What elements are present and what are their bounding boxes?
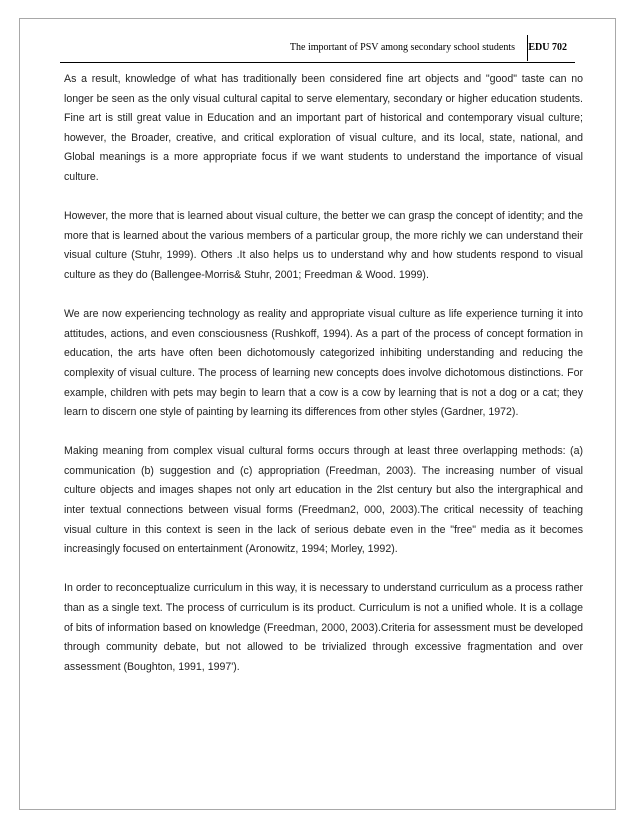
paragraph: Making meaning from complex visual cultural forms occurs through at least three overlapping methods: (a) communication (b) suggestion and (c) appropriation (Freedman, 2003). The increasing number of visual culture objects and images shapes not only art education in the 2lst century but also the intergraphical and inter textual connections between visual forms (Freedman2, 000, 2003).The critical necessity of teaching visual culture in this context is seen in the lack of serious debate even in the "free" media as it becomes increasingly focused on entertainment (Aronowitz, 1994; Morley, 1992). <box>64 445 583 556</box>
document-page <box>19 18 616 810</box>
paragraph: We are now experiencing technology as reality and appropriate visual culture as life experience turning it into attitudes, actions, and even consciousness (Rushkoff, 1994). As a part of the process of concept formation in education, the arts have often been dichotomously categorized inhibiting understanding and reducing the complexity of visual culture. The process of learning new concepts does involve dichotomous distinctions. For example, children with pets may begin to learn that a cow is a cow by learning that is not a dog or a cat; they learn to discern one style of painting by learning its differences from other styles (Gardner, 1972). <box>64 308 583 419</box>
paragraph: As a result, knowledge of what has traditionally been considered fine art objects and "good" taste can no longer be seen as the only visual cultural capital to serve elementary, secondary or higher education students. Fine art is still great value in Education and an important part of historical and contemporary visual culture; however, the Broader, creative, and critical exploration of visual culture, and its local, state, national, and Global meanings is a more appropriate focus if we want students to understand the importance of visual culture. <box>64 73 583 183</box>
paragraph: In order to reconceptualize curriculum in this way, it is necessary to understand curriculum as a process rather than as a single text. The process of curriculum is its product. Curriculum is not a unified whole. It is a collage of bits of information based on knowledge (Freedman, 2000, 2003).Criteria for assessment must be developed through community debate, but not allowed to be trivialized through excessive fragmentation and over assessment (Boughton, 1991, 1997'). <box>64 582 583 673</box>
document-body <box>64 70 583 697</box>
paragraph: However, the more that is learned about visual culture, the better we can grasp the concept of identity; and the more that is learned about the various members of a particular group, the more richly we can understand their visual culture (Stuhr, 1999). Others .It also helps us to understand why and how students respond to visual culture as they do (Ballengee-Morris& Stuhr, 2001; Freedman & Wood. 1999). <box>64 210 583 281</box>
page-header <box>20 31 615 59</box>
header-title: The important of PSV among secondary school students <box>289 42 515 53</box>
header-rule <box>60 62 575 63</box>
header-course-code: EDU 702 <box>528 42 567 53</box>
